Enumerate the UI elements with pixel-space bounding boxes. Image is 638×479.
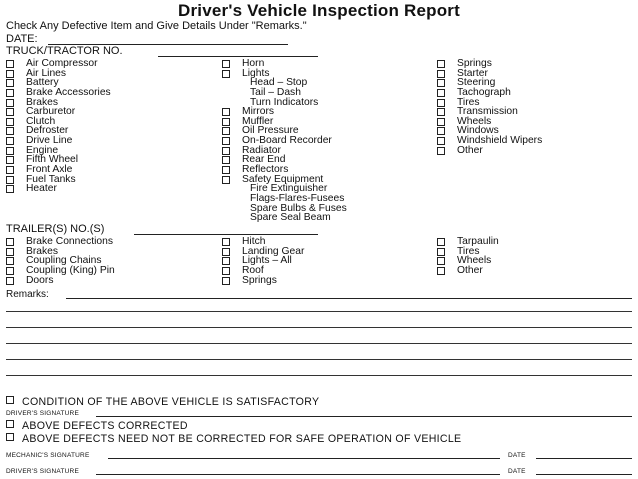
defects-corrected-option[interactable] [6, 420, 188, 432]
checklist-item-label: Lights [242, 67, 270, 79]
checklist-item-label: Brakes [26, 245, 59, 257]
checklist-item-label: Air Lines [26, 67, 67, 79]
truck-label: TRUCK/TRACTOR NO. [6, 45, 123, 57]
checklist-item-label: Coupling Chains [26, 255, 102, 267]
drivers-signature-label: DRIVER'S SIGNATURE [6, 410, 79, 417]
checkbox-icon[interactable] [222, 118, 230, 126]
drivers-date-field[interactable] [536, 474, 632, 475]
trailer-label: TRAILER(S) NO.(S) [6, 223, 105, 235]
checkbox-icon[interactable] [437, 60, 445, 68]
checkbox-icon[interactable] [437, 248, 445, 256]
checklist-item-label: Heater [26, 183, 57, 195]
checklist-item-label: Rear End [242, 154, 286, 166]
date-label-small-2: DATE [508, 468, 526, 475]
remarks-line[interactable] [6, 343, 632, 344]
checklist-item-label: Windshield Wipers [457, 135, 543, 147]
trailer-number-field[interactable] [134, 234, 318, 235]
checkbox-icon[interactable] [6, 127, 14, 135]
checklist-item-label: Transmission [457, 106, 518, 118]
checklist-item-label: Fifth Wheel [26, 154, 79, 166]
checklist-item-label: Steering [457, 77, 496, 89]
checkbox-icon[interactable] [6, 176, 14, 184]
checkbox-icon[interactable] [6, 166, 14, 174]
checkbox-icon[interactable] [222, 60, 230, 68]
checkbox-icon[interactable] [222, 267, 230, 275]
checkbox-icon[interactable] [222, 277, 230, 285]
checklist-item-label: Other [457, 144, 483, 156]
checklist-item-label: Tachograph [457, 86, 511, 98]
checklist-item-label: Head – Stop [250, 77, 308, 89]
checklist-item-label: Brake Connections [26, 236, 114, 247]
mechanics-signature-label: MECHANIC'S SIGNATURE [6, 452, 90, 459]
remarks-line[interactable] [6, 311, 632, 312]
truck-number-field[interactable] [158, 56, 318, 57]
remarks-line[interactable] [6, 375, 632, 376]
checkbox-icon[interactable] [437, 147, 445, 155]
checklist-item-label: Roof [242, 265, 264, 277]
drivers-signature-label-2: DRIVER'S SIGNATURE [6, 468, 79, 475]
checkbox-icon[interactable] [6, 420, 14, 428]
checkbox-icon[interactable] [6, 60, 14, 68]
defects-not-needed-label: ABOVE DEFECTS NEED NOT BE CORRECTED FOR SAFE OPERATION OF VEHICLE [22, 433, 462, 445]
checklist-item-label: On-Board Recorder [242, 135, 332, 147]
checklist-item-label: Springs [242, 274, 277, 286]
instructions: Check Any Defective Item and Give Details Under "Remarks." [6, 20, 307, 32]
checkbox-icon[interactable] [437, 70, 445, 78]
checkbox-icon[interactable] [437, 108, 445, 116]
checkbox-icon[interactable] [437, 89, 445, 97]
checklist-item-label: Spare Bulbs & Fuses [250, 202, 347, 214]
checkbox-icon[interactable] [222, 238, 230, 246]
checklist-item-label: Engine [26, 144, 59, 156]
checklist-item-label: Defroster [26, 125, 69, 137]
checklist-item-label: Oil Pressure [242, 125, 299, 137]
remarks-label: Remarks: [6, 289, 49, 300]
checkbox-icon[interactable] [222, 147, 230, 155]
checkbox-icon[interactable] [6, 99, 14, 107]
checkbox-icon[interactable] [222, 108, 230, 116]
date-label: DATE: [6, 33, 38, 45]
checklist-item-label: Drive Line [26, 135, 73, 147]
checkbox-icon[interactable] [6, 267, 14, 275]
checkbox-icon[interactable] [437, 238, 445, 246]
remarks-line[interactable] [6, 359, 632, 360]
checkbox-icon[interactable] [6, 118, 14, 126]
drivers-signature-field-2[interactable] [96, 474, 500, 475]
checkbox-icon[interactable] [222, 257, 230, 265]
checklist-item-label: Tail – Dash [250, 86, 301, 98]
checkbox-icon[interactable] [6, 79, 14, 87]
date-label-small: DATE [508, 452, 526, 459]
checkbox-icon[interactable] [222, 248, 230, 256]
checkbox-icon[interactable] [6, 257, 14, 265]
checkbox-icon[interactable] [6, 433, 14, 441]
checkbox-icon[interactable] [437, 257, 445, 265]
checklist-item-label: Flags-Flares-Fusees [250, 192, 345, 204]
condition-satisfactory-option[interactable] [6, 396, 319, 408]
checklist-item-label: Fire Extinguisher [250, 183, 328, 195]
checkbox-icon[interactable] [437, 118, 445, 126]
checklist-item-label: Turn Indicators [250, 96, 319, 108]
mechanics-signature-field[interactable] [108, 458, 500, 459]
checkbox-icon[interactable] [6, 137, 14, 145]
checklist-item-label: Spare Seal Beam [250, 212, 331, 224]
checkbox-icon[interactable] [6, 89, 14, 97]
checkbox-icon[interactable] [437, 137, 445, 145]
checklist-item-label: Hitch [242, 236, 266, 247]
checklist-item-label: Lights – All [242, 255, 292, 267]
checkbox-icon[interactable] [222, 70, 230, 78]
page-title: Driver's Vehicle Inspection Report [178, 1, 460, 20]
checklist-item-label: Fuel Tanks [26, 173, 76, 185]
checkbox-icon[interactable] [222, 137, 230, 145]
checklist-item-label: Battery [26, 77, 59, 89]
checklist-item-label: Other [457, 265, 483, 277]
checklist-item-label: Mirrors [242, 106, 275, 118]
checklist-item-label: Wheels [457, 115, 492, 127]
checkbox-icon[interactable] [6, 238, 14, 246]
checkbox-icon[interactable] [222, 166, 230, 174]
checklist-item-label: Tires [457, 245, 480, 257]
checkbox-icon[interactable] [222, 176, 230, 184]
checklist-item-label: Springs [457, 58, 492, 69]
checklist-item-label: Air Compressor [26, 58, 98, 69]
checklist-item-label: Doors [26, 274, 54, 286]
checklist-item-label: Muffler [242, 115, 274, 127]
checklist-item-label: Starter [457, 67, 488, 79]
checklist-item-label: Reflectors [242, 164, 289, 176]
checklist-item-label: Coupling (King) Pin [26, 265, 115, 277]
checklist-item-label: Clutch [26, 115, 56, 127]
checklist-item-label: Front Axle [26, 164, 73, 176]
checkbox-icon[interactable] [6, 396, 14, 404]
checkbox-icon[interactable] [6, 70, 14, 78]
checkbox-icon[interactable] [437, 127, 445, 135]
checkbox-icon[interactable] [437, 99, 445, 107]
checkbox-icon[interactable] [6, 108, 14, 116]
checklist-item-label: Brake Accessories [26, 86, 111, 98]
checkbox-icon[interactable] [6, 185, 14, 193]
checklist-item-label: Landing Gear [242, 245, 305, 257]
checklist-item-label: Wheels [457, 255, 492, 267]
checkbox-icon[interactable] [6, 248, 14, 256]
checkbox-icon[interactable] [6, 147, 14, 155]
drivers-signature-field[interactable] [96, 416, 632, 417]
checkbox-icon[interactable] [437, 79, 445, 87]
checklist-item-label: Tires [457, 96, 480, 108]
defects-corrected-label: ABOVE DEFECTS CORRECTED [22, 420, 188, 432]
remarks-line[interactable] [6, 327, 632, 328]
checklist-item-label: Windows [457, 125, 499, 137]
checkbox-icon[interactable] [6, 277, 14, 285]
remarks-line[interactable] [66, 298, 632, 299]
checkbox-icon[interactable] [6, 156, 14, 164]
checkbox-icon[interactable] [222, 156, 230, 164]
condition-satisfactory-label: CONDITION OF THE ABOVE VEHICLE IS SATISFACTORY [22, 396, 320, 408]
checklist-item-label: Safety Equipment [242, 173, 324, 185]
checklist-item-label: Brakes [26, 96, 59, 108]
checkbox-icon[interactable] [222, 127, 230, 135]
defects-not-needed-option[interactable] [6, 433, 461, 445]
checklist-item-label: Carburetor [26, 106, 76, 118]
checkbox-icon[interactable] [437, 267, 445, 275]
checklist-item-label: Radiator [242, 144, 281, 156]
checklist-item-label: Horn [242, 58, 265, 69]
checklist-item-label: Tarpaulin [457, 236, 499, 247]
mechanics-date-field[interactable] [536, 458, 632, 459]
